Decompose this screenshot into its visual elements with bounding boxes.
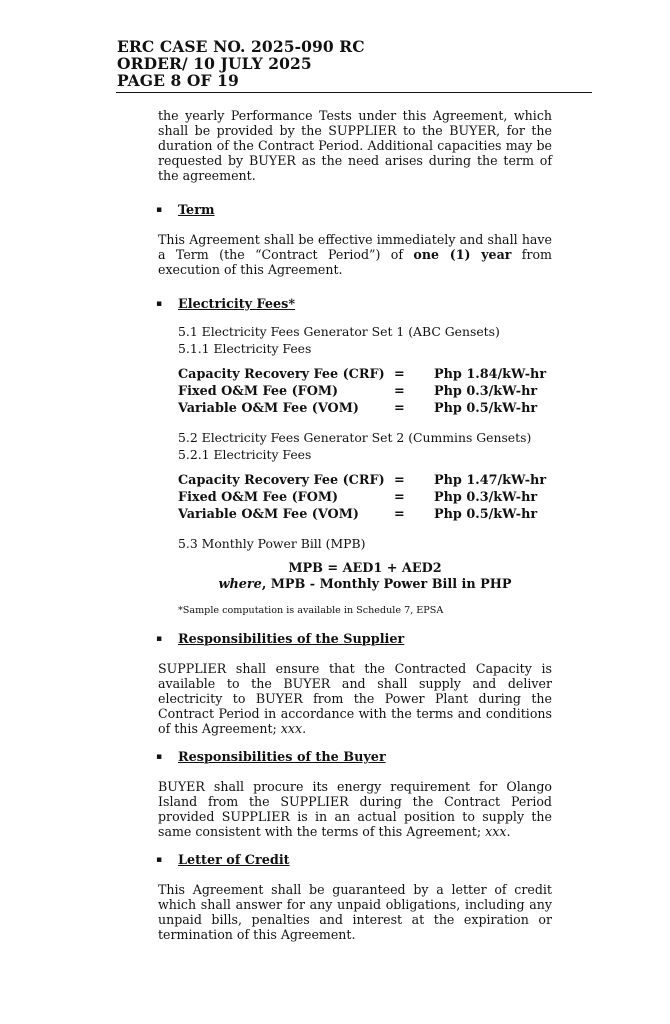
section-term-heading [158,203,552,218]
fees-set2-title: 5.2 Electricity Fees Generator Set 2 (Cummins Gensets) [178,430,532,445]
fee-equals: = [394,473,405,488]
term-duration: one (1) year [413,247,512,262]
section-title: Term [178,203,215,218]
fee-row [178,383,552,400]
fees-set1-subtitle: 5.1.1 Electricity Fees [178,341,312,356]
fee-table-set1 [178,366,552,417]
section-supplier-heading [158,632,552,647]
fee-label: Variable O&M Fee (VOM) [178,401,359,416]
section-title: Responsibilities of the Buyer [178,750,386,765]
fee-equals: = [394,384,405,399]
fee-label: Fixed O&M Fee (FOM) [178,384,339,399]
bullet-icon: ▪ [156,752,163,762]
page-body [158,108,552,942]
bullet-icon: ▪ [156,299,163,309]
credit-paragraph: This Agreement shall be guaranteed by a letter of credit which shall answer for any unpaid obligations, including any unpaid bills, penalties and interest at the expiration or termination of this Agreement. [158,882,552,942]
fee-row [178,400,552,417]
intro-paragraph: the yearly Performance Tests under this Agreement, which shall be provided by the SUPPLIER to the BUYER, for the duration of the Contract Period. Additional capacities may be requested by BUYER as the need arises during the term of the agreement. [158,108,552,183]
header-divider [116,92,592,93]
fee-row [178,506,552,523]
section-title: Responsibilities of the Supplier [178,632,405,647]
section-credit-heading [158,853,552,868]
fee-label: Capacity Recovery Fee (CRF) [178,473,385,488]
bullet-icon: ▪ [156,634,163,644]
fee-equals: = [394,401,405,416]
elision-mark: xxx [485,824,507,839]
section-title: Electricity Fees* [178,297,296,312]
fee-equals: = [394,367,405,382]
fee-label: Fixed O&M Fee (FOM) [178,490,339,505]
period: . [506,824,511,839]
fees-set2-subtitle: 5.2.1 Electricity Fees [178,447,312,462]
bullet-icon: ▪ [156,205,163,215]
fee-value: Php 1.84/kW-hr [434,367,547,382]
where-word: where [218,576,262,592]
term-text-end: from execution of this Agreement. [158,247,552,277]
mpb-where-line [178,577,552,593]
fee-value: Php 0.5/kW-hr [434,507,538,522]
mpb-formula: MPB = AED1 + AED2 [288,561,442,576]
buyer-paragraph [158,779,552,839]
sample-computation-note: *Sample computation is available in Schedule 7, EPSA [178,605,444,616]
order-date: ORDER/ 10 JULY 2025 [117,54,312,73]
fee-row [178,489,552,506]
case-number: ERC CASE NO. 2025-090 RC [117,37,365,56]
fee-row [178,472,552,489]
term-text: This Agreement shall be effective immediately and shall have a Term (the “Contract Period”) of [158,232,552,262]
fee-equals: = [394,507,405,522]
period: . [302,721,307,736]
fee-value: Php 0.5/kW-hr [434,401,538,416]
mpb-title: 5.3 Monthly Power Bill (MPB) [178,536,366,551]
fee-table-set2 [178,472,552,523]
section-buyer-heading [158,750,552,765]
supplier-paragraph [158,661,552,736]
supplier-text: SUPPLIER shall ensure that the Contracted Capacity is available to the BUYER and shall supply and deliver electricity to BUYER from the Power Plant during the Contract Period in accordance with the terms and conditions of this Agreement; [158,661,552,736]
fee-label: Capacity Recovery Fee (CRF) [178,367,385,382]
fee-equals: = [394,490,405,505]
fee-label: Variable O&M Fee (VOM) [178,507,359,522]
fee-value: Php 0.3/kW-hr [434,384,538,399]
term-paragraph [158,232,552,277]
document-header [117,38,365,89]
elision-mark: xxx [280,721,303,736]
bullet-icon: ▪ [156,855,163,865]
section-fees-heading [158,297,552,312]
buyer-text: BUYER shall procure its energy requirement for Olango Island from the SUPPLIER during the Contract Period provided SUPPLIER is in an actual position to supply the same consistent with the terms of this Agreement; [158,779,552,839]
fees-set1-title: 5.1 Electricity Fees Generator Set 1 (ABC Gensets) [178,324,500,339]
fee-row [178,366,552,383]
page-number: PAGE 8 OF 19 [117,71,239,90]
where-definition: , MPB - Monthly Power Bill in PHP [261,576,512,592]
section-title: Letter of Credit [178,853,290,868]
fee-value: Php 1.47/kW-hr [434,473,547,488]
fee-value: Php 0.3/kW-hr [434,490,538,505]
